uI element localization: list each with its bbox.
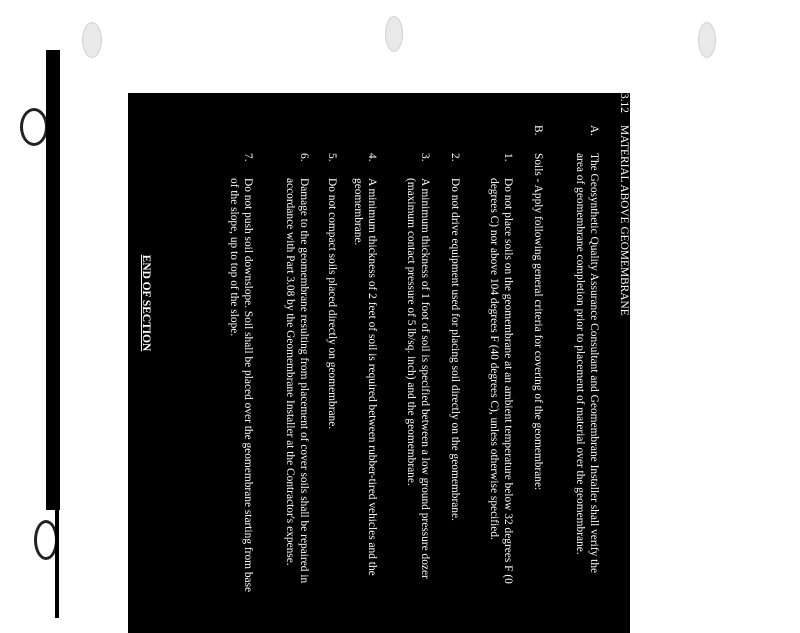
sub-item-marker: 1. [502,153,514,162]
document-header: HIGH DENSITY POLYETHYLENE (HDPE) GEOMEMBRANE [655,293,666,587]
binder-hole-top-left [82,22,102,58]
section-number: 3.12 [618,93,630,113]
sub-item-marker: 2. [449,153,461,162]
sub-item-text: Do not compact soils placed directly on geomembrane. [326,178,338,430]
binder-hole-left-upper [20,108,48,146]
list-item-text: The Geosynthetic Quality Assurance Consultant and Geomembrane Installer shall verify the area of geomembrane completion prior to placement of material over the geomembrane. [574,153,600,574]
sub-item-text: A minimum thickness of 1 foot of soil is specified between a low ground pressure dozer (maximum contact pressure of 5 lb/sq. inch) and the geomembrane. [405,178,431,579]
list-item-text: Soils - Apply following general criteria for covering of the geomembrane: [532,153,544,491]
list-item-marker: B. [532,125,544,136]
sub-item-text: Damage to the geomembrane resulting from placement of cover soils shall be repaired in accordance with Part 3.08 by the Geomembrane Installer at the Contractor's expense. [284,178,310,584]
header-rule [653,117,654,587]
section-title: MATERIAL ABOVE GEOMEMBRANE [618,125,630,316]
sub-item-marker: 4. [366,153,378,162]
sub-item-marker: 3. [419,153,431,162]
sub-item-text: Do not push soil downslope. Soil shall be placed over the geomembrane starting from base of the slope, up to top of the slope. [228,178,254,593]
scan-edge-line [55,400,59,618]
scanned-page [128,93,666,633]
end-of-section: END OF SECTION [140,254,152,352]
binder-hole-top-middle [385,16,403,52]
page-content [128,93,668,595]
binder-hole-top-right [698,22,716,58]
sub-item-text: Do not drive equipment used for placing soil directly on the geomembrane. [449,178,461,521]
sub-item-marker: 7. [242,153,254,162]
sub-item-marker: 5. [326,153,338,162]
list-item-marker: A. [588,125,600,137]
sub-item-text: A minimum thickness of 2 feet of soil is required between rubber-tired vehicles and the geomembrane. [352,178,378,576]
sub-item-marker: 6. [298,153,310,162]
sub-item-text: Do not place soils on the geomembrane at an ambient temperature below 32 degrees F (0 degrees C) nor above 104 degrees F (40 degrees C), unless otherwise specified. [488,178,514,584]
